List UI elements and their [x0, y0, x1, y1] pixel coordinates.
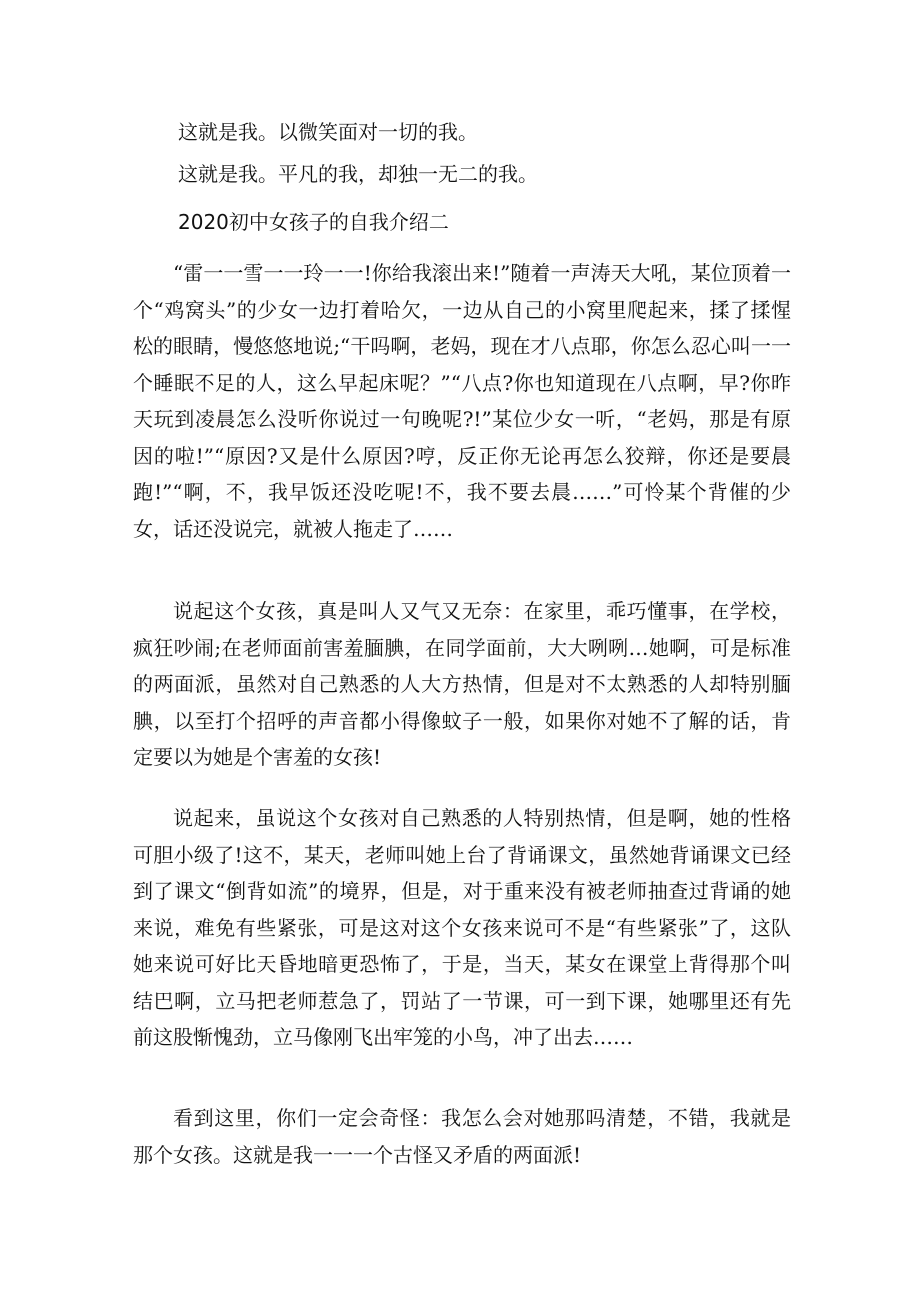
intro-line-2: 这就是我。平凡的我，却独一无二的我。	[178, 162, 538, 186]
intro-line-1: 这就是我。以微笑面对一切的我。	[178, 120, 478, 144]
paragraph-3: 说起来，虽说这个女孩对自己熟悉的人特别热情，但是啊，她的性格可胆小级了!这不，某天，老师叫她上台了背诵课文，虽然她背诵课文已经到了课文“倒背如流”的境界，但是，对于重来没有被老师抽查过背诵的她来说，难免有些紧张，可是这对这个女孩来说可不是“有些紧张”了，这队她来说可好比天昏地暗更恐怖了，于是，当天，某女在课堂上背得那个叫结巴啊，立马把老师惹急了，罚站了一节课，可一到下课，她哪里还有先前这股惭愧劲，立马像刚飞出牢笼的小鸟，冲了出去……	[133, 806, 791, 1049]
paragraph-1: “雷一一雪一一玲一一!你给我滚出来!”随着一声涛天大吼，某位顶着一个“鸡窝头”的少女一边打着哈欠，一边从自己的小窝里爬起来，揉了揉惺松的眼睛，慢悠悠地说;“干吗啊，老妈，现在才八点耶，你怎么忍心叫一一个睡眠不足的人，这么早起床呢？”“八点?你也知道现在八点啊，早?你昨天玩到凌晨怎么没听你说过一句晚呢?!”某位少女一听，“老妈，那是有原因的啦!”“原因?又是什么原因?哼，反正你无论再怎么狡辩，你还是要晨跑!”“啊，不，我早饭还没吃呢!不，我不要去晨……”可怜某个背催的少女，话还没说完，就被人拖走了……	[133, 261, 791, 541]
paragraph-2: 说起这个女孩，真是叫人又气又无奈：在家里，乖巧懂事，在学校，疯狂吵闹;在老师面前害羞腼腆，在同学面前，大大咧咧…她啊，可是标准的两面派，虽然对自己熟悉的人大方热情，但是对不太熟悉的人却特别腼腆，以至打个招呼的声音都小得像蚊子一般，如果你对她不了解的话，肯定要以为她是个害羞的女孩!	[133, 599, 791, 769]
paragraph-4: 看到这里，你们一定会奇怪：我怎么会对她那吗清楚，不错，我就是那个女孩。这就是我一一一个古怪又矛盾的两面派!	[133, 1106, 791, 1167]
section-title: 2020初中女孩子的自我介绍二	[178, 210, 449, 234]
